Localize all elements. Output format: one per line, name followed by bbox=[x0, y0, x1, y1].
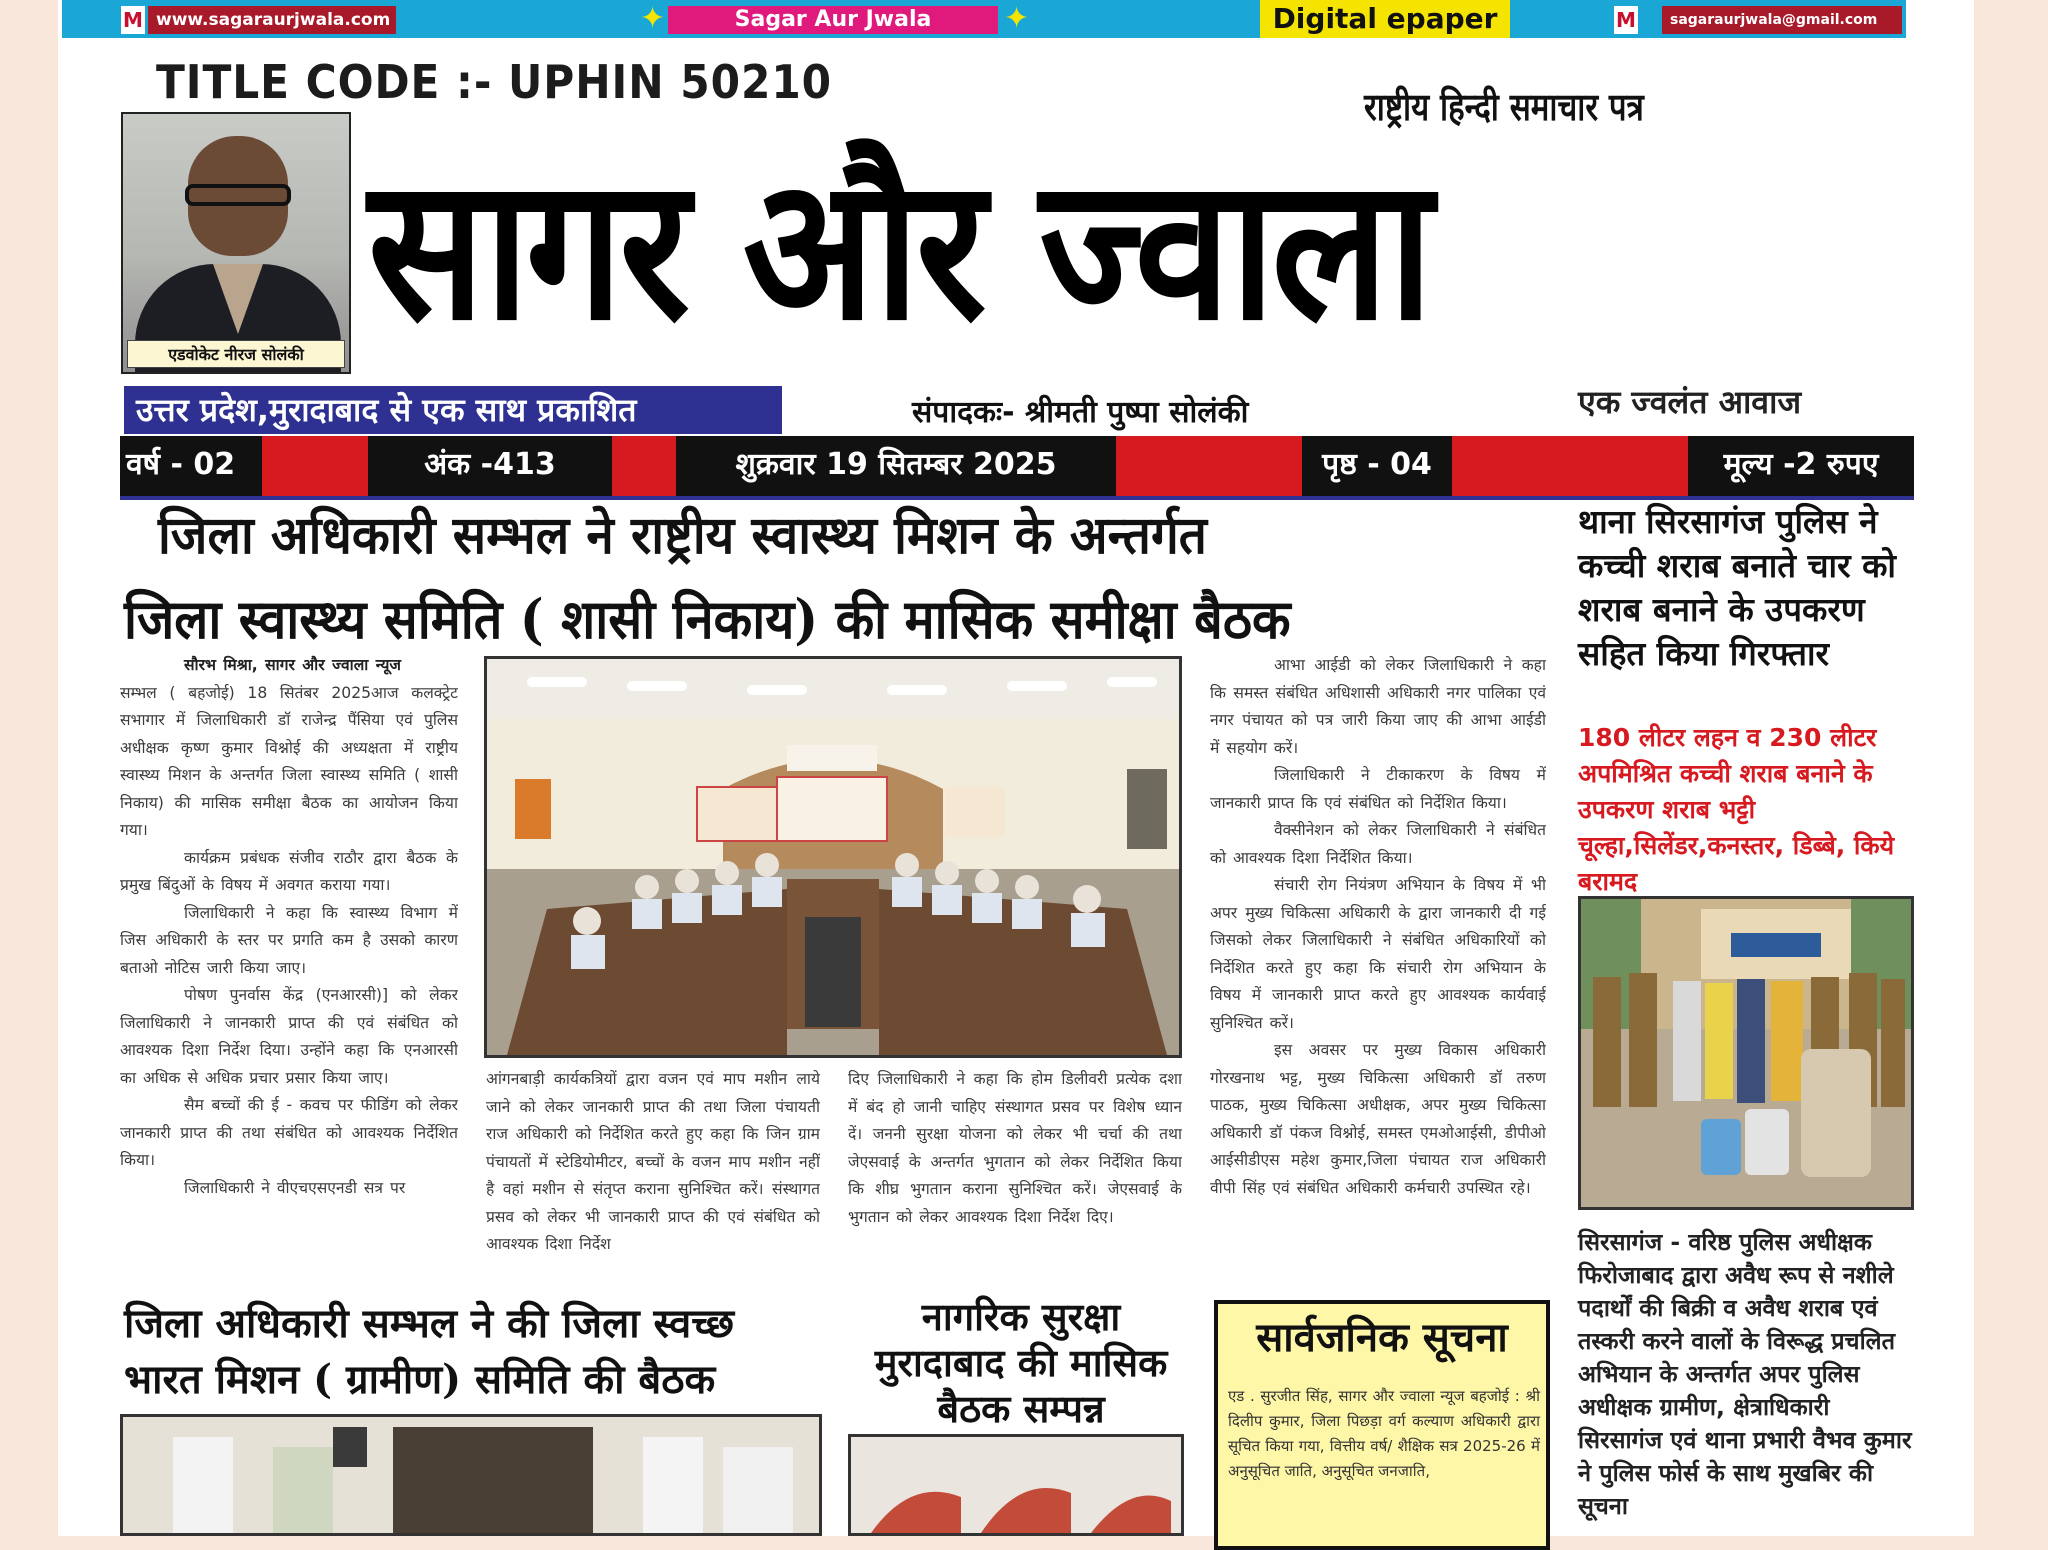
article-column-4 bbox=[1210, 652, 1546, 1284]
police-photo-art bbox=[1581, 899, 1911, 1207]
page-box: पृष्ठ - 04 bbox=[1302, 436, 1452, 496]
third-headline-line2: मुरादाबाद की मासिक bbox=[874, 1340, 1168, 1385]
paragraph: आंगनबाड़ी कार्यकत्रियों द्वारा वजन एवं माप मशीन लाये जाने को लेकर जानकारी प्राप्त की तथा जिला पंचायती राज अधिकारी को निर्देशित करते हुए कहा कि जिन ग्राम पंचायतों में स्टेडियोमीटर, बच्चों के वजन माप मशीन नहीं है वहां मशीन से संतृप्त कराना सुनिश्चित करें। संस्थागत प्रसव को लेकर भी जानकारी प्राप्त की एवं संबंधित को आवश्यक दिशा निर्देश bbox=[486, 1070, 820, 1253]
cleanliness-photo-art bbox=[123, 1417, 819, 1533]
price-box: मूल्य -2 रुपए bbox=[1688, 436, 1914, 496]
tagline-voice: एक ज्वलंत आवाज bbox=[1578, 383, 1802, 421]
second-headline bbox=[124, 1296, 734, 1408]
civil-defence-photo bbox=[848, 1434, 1184, 1536]
third-headline-line1: नागरिक सुरक्षा bbox=[921, 1294, 1121, 1339]
byline: सौरभ मिश्रा, सागर और ज्वाला न्यूज bbox=[184, 656, 401, 674]
date-box: शुक्रवार 19 सितम्बर 2025 bbox=[676, 436, 1116, 496]
second-headline-line1: जिला अधिकारी सम्भल ने की जिला स्वच्छ bbox=[124, 1300, 735, 1347]
article-column-2 bbox=[486, 1066, 820, 1284]
paragraph: आभा आईडी को लेकर जिलाधिकारी ने कहा कि समस्त संबंधित अधिशासी अधिकारी नगर पालिका एवं नगर पंचायत को पत्र जारी किया जाए की आभा आईडी में सहयोग करें। bbox=[1210, 656, 1546, 757]
brand-latin: Sagar Aur Jwala bbox=[668, 6, 998, 34]
paragraph: सैम बच्चों की ई - कवच पर फीडिंग को लेकर जानकारी प्राप्त की तथा संबंधित को आवश्यक निर्देशित किया। bbox=[120, 1096, 458, 1169]
star-icon: ✦ bbox=[1004, 1, 1030, 36]
main-headline-line2: जिला स्वास्थ्य समिति ( शासी निकाय) की मासिक समीक्षा बैठक bbox=[124, 587, 1291, 651]
website-link[interactable]: www.sagaraurjwala.com bbox=[148, 6, 396, 34]
side-body: सिरसागंज - वरिष्ठ पुलिस अधीक्षक फिरोजाबाद द्वारा अवैध रूप से नशीले पदार्थों की बिक्री व अवैध शराब एवं तस्करी करने वालों के विरूद्ध प्रचलित अभियान के अन्तर्गत अपर पुलिस अधीक्षक ग्रामीण, क्षेत्राधिकारी सिरसागंज एवं थाना प्रभारी वैभव कुमार ने पुलिस फोर्स के साथ मुखबिर की सूचना bbox=[1578, 1228, 1912, 1520]
police-photo bbox=[1578, 896, 1914, 1210]
notice-title: सार्वजनिक सूचना bbox=[1256, 1314, 1508, 1361]
paragraph: कार्यक्रम प्रबंधक संजीव राठौर द्वारा बैठक के प्रमुख बिंदुओं के विषय में अवगत कराया गया। bbox=[120, 848, 458, 894]
meeting-photo bbox=[484, 656, 1182, 1058]
side-headline: थाना सिरसागंज पुलिस ने कच्ची शराब बनाते चार को शराब बनाने के उपकरण सहित किया गिरफ्तार bbox=[1578, 502, 1896, 673]
paragraph: इस अवसर पर मुख्य विकास अधिकारी गोरखनाथ भट्ट, मुख्य चिकित्सा अधिकारी डॉ तरुण पाठक, मुख्य चिकित्सा अधीक्षक, अपर मुख्य चिकित्सा अधिकारी डॉ पंकज विश्नोई, समस्त एमओआईसी, डीपीओ आईसीडीएस महेश कुमार,जिला पंचायत राज अधिकारी वीपी सिंह एवं संबंधित अधिकारी कर्मचारी उपस्थित रहे। bbox=[1210, 1041, 1546, 1197]
editor-name: संपादकः- श्रीमती पुष्पा सोलंकी bbox=[912, 395, 1249, 430]
logo-mark-right: M bbox=[1614, 6, 1638, 34]
published-from: उत्तर प्रदेश,मुरादाबाद से एक साथ प्रकाशित bbox=[124, 386, 782, 434]
year-box: वर्ष - 02 bbox=[120, 436, 262, 496]
email-link[interactable]: sagaraurjwala@gmail.com bbox=[1662, 6, 1902, 34]
side-subhead: 180 लीटर लहन व 230 लीटर अपमिश्रित कच्ची शराब बनाने के उपकरण शराब भट्टी चूल्हा,सिलेंडर,कनस्तर, डिब्बे, किये बरामद bbox=[1578, 723, 1895, 896]
paragraph: सम्भल ( बहजोई) 18 सितंबर 2025आज कलक्ट्रेट सभागार में जिलाधिकारी डॉ राजेन्द्र पैंसिया एवं पुलिस अधीक्षक कृष्ण कुमार विश्नोई की अध्यक्षता में राष्ट्रीय स्वास्थ्य मिशन के अन्तर्गत जिला स्वास्थ्य समिति ( शासी निकाय) की मासिक समीक्षा बैठक का आयोजन किया गया। bbox=[120, 683, 458, 839]
paragraph: जिलाधिकारी ने वीएचएसएनडी सत्र पर bbox=[184, 1178, 406, 1197]
title-code: TITLE CODE :- UPHIN 50210 bbox=[156, 55, 833, 109]
issue-box: अंक -413 bbox=[368, 436, 612, 496]
article-column-1 bbox=[120, 652, 458, 1284]
cleanliness-meeting-photo bbox=[120, 1414, 822, 1536]
civil-defence-photo-art bbox=[851, 1437, 1181, 1533]
article-column-3 bbox=[848, 1066, 1182, 1284]
main-headline-line1: जिला अधिकारी सम्भल ने राष्ट्रीय स्वास्थ्य मिशन के अन्तर्गत bbox=[158, 505, 1207, 566]
third-headline bbox=[846, 1294, 1196, 1432]
paragraph: जिलाधिकारी ने टीकाकरण के विषय में जानकारी प्राप्त कि एवं संबंधित को निर्देशित किया। bbox=[1210, 766, 1546, 812]
paragraph: संचारी रोग नियंत्रण अभियान के विषय में भी अपर मुख्य चिकित्सा अधिकारी के द्वारा जानकारी दी गई जिसको लेकर जिलाधिकारी ने संबंधित अधिकारियों को निर्देशित करते हुए कहा कि संचारी रोग अभियान के विषय में जानकारी प्राप्त करते हुए आवश्यक कार्यवाई सुनिश्चित करें। bbox=[1210, 876, 1546, 1032]
meeting-photo-art bbox=[487, 659, 1179, 1055]
date-band bbox=[120, 436, 1914, 500]
paragraph: वैक्सीनेशन को लेकर जिलाधिकारी ने संबंधित को आवश्यक दिशा निर्देशित किया। bbox=[1210, 821, 1546, 867]
paragraph: पोषण पुनर्वास केंद्र (एनआरसी)] को लेकर जिलाधिकारी ने जानकारी प्राप्त की एवं संबंधित को आवश्यक दिशा निर्देश दिया। उन्होंने कहा कि एनआरसी का अधिक से अधिक प्रचार प्रसार किया जाए। bbox=[120, 986, 458, 1087]
second-headline-line2: भारत मिशन ( ग्रामीण) समिति की बैठक bbox=[124, 1356, 716, 1403]
masthead-title: सागर और ज्वाला bbox=[368, 134, 1430, 364]
third-headline-line3: बैठक सम्पन्न bbox=[937, 1386, 1105, 1431]
tagline-top: राष्ट्रीय हिन्दी समाचार पत्र bbox=[1364, 85, 1644, 129]
paragraph: दिए जिलाधिकारी ने कहा कि होम डिलीवरी प्रत्येक दशा में बंद हो जानी चाहिए संस्थागत प्रसव पर विशेष ध्यान दें। जननी सुरक्षा योजना को लेकर भी चर्चा की तथा जेएसवाई के अन्तर्गत भुगतान को लेकर निर्देशित किया कि शीघ्र भुगतान कराना सुनिश्चित करें। जेएसवाई के भुगतान को लेकर आवश्यक दिशा निर्देश दिए। bbox=[848, 1070, 1182, 1226]
notice-text: एड . सुरजीत सिंह, सागर और ज्वाला न्यूज बहजोई : श्री दिलीप कुमार, जिला पिछड़ा वर्ग कल्याण अधिकारी द्वारा सूचित किया गया, वित्तीय वर्ष/ शैक्षिक सत्र 2025-26 में अनुसूचित जाति, अनुसूचित जनजाति, bbox=[1228, 1387, 1540, 1480]
public-notice bbox=[1214, 1300, 1550, 1550]
star-icon: ✦ bbox=[640, 1, 666, 36]
founder-photo bbox=[121, 112, 351, 374]
logo-mark-left: M bbox=[121, 6, 145, 34]
photo-caption: एडवोकेट नीरज सोलंकी bbox=[127, 340, 345, 368]
paragraph: जिलाधिकारी ने कहा कि स्वास्थ्य विभाग में जिस अधिकारी के स्तर पर प्रगति कम है उसको कारण बताओ नोटिस जारी किया जाए। bbox=[120, 903, 458, 977]
digital-epaper-label: Digital epaper bbox=[1260, 0, 1510, 38]
